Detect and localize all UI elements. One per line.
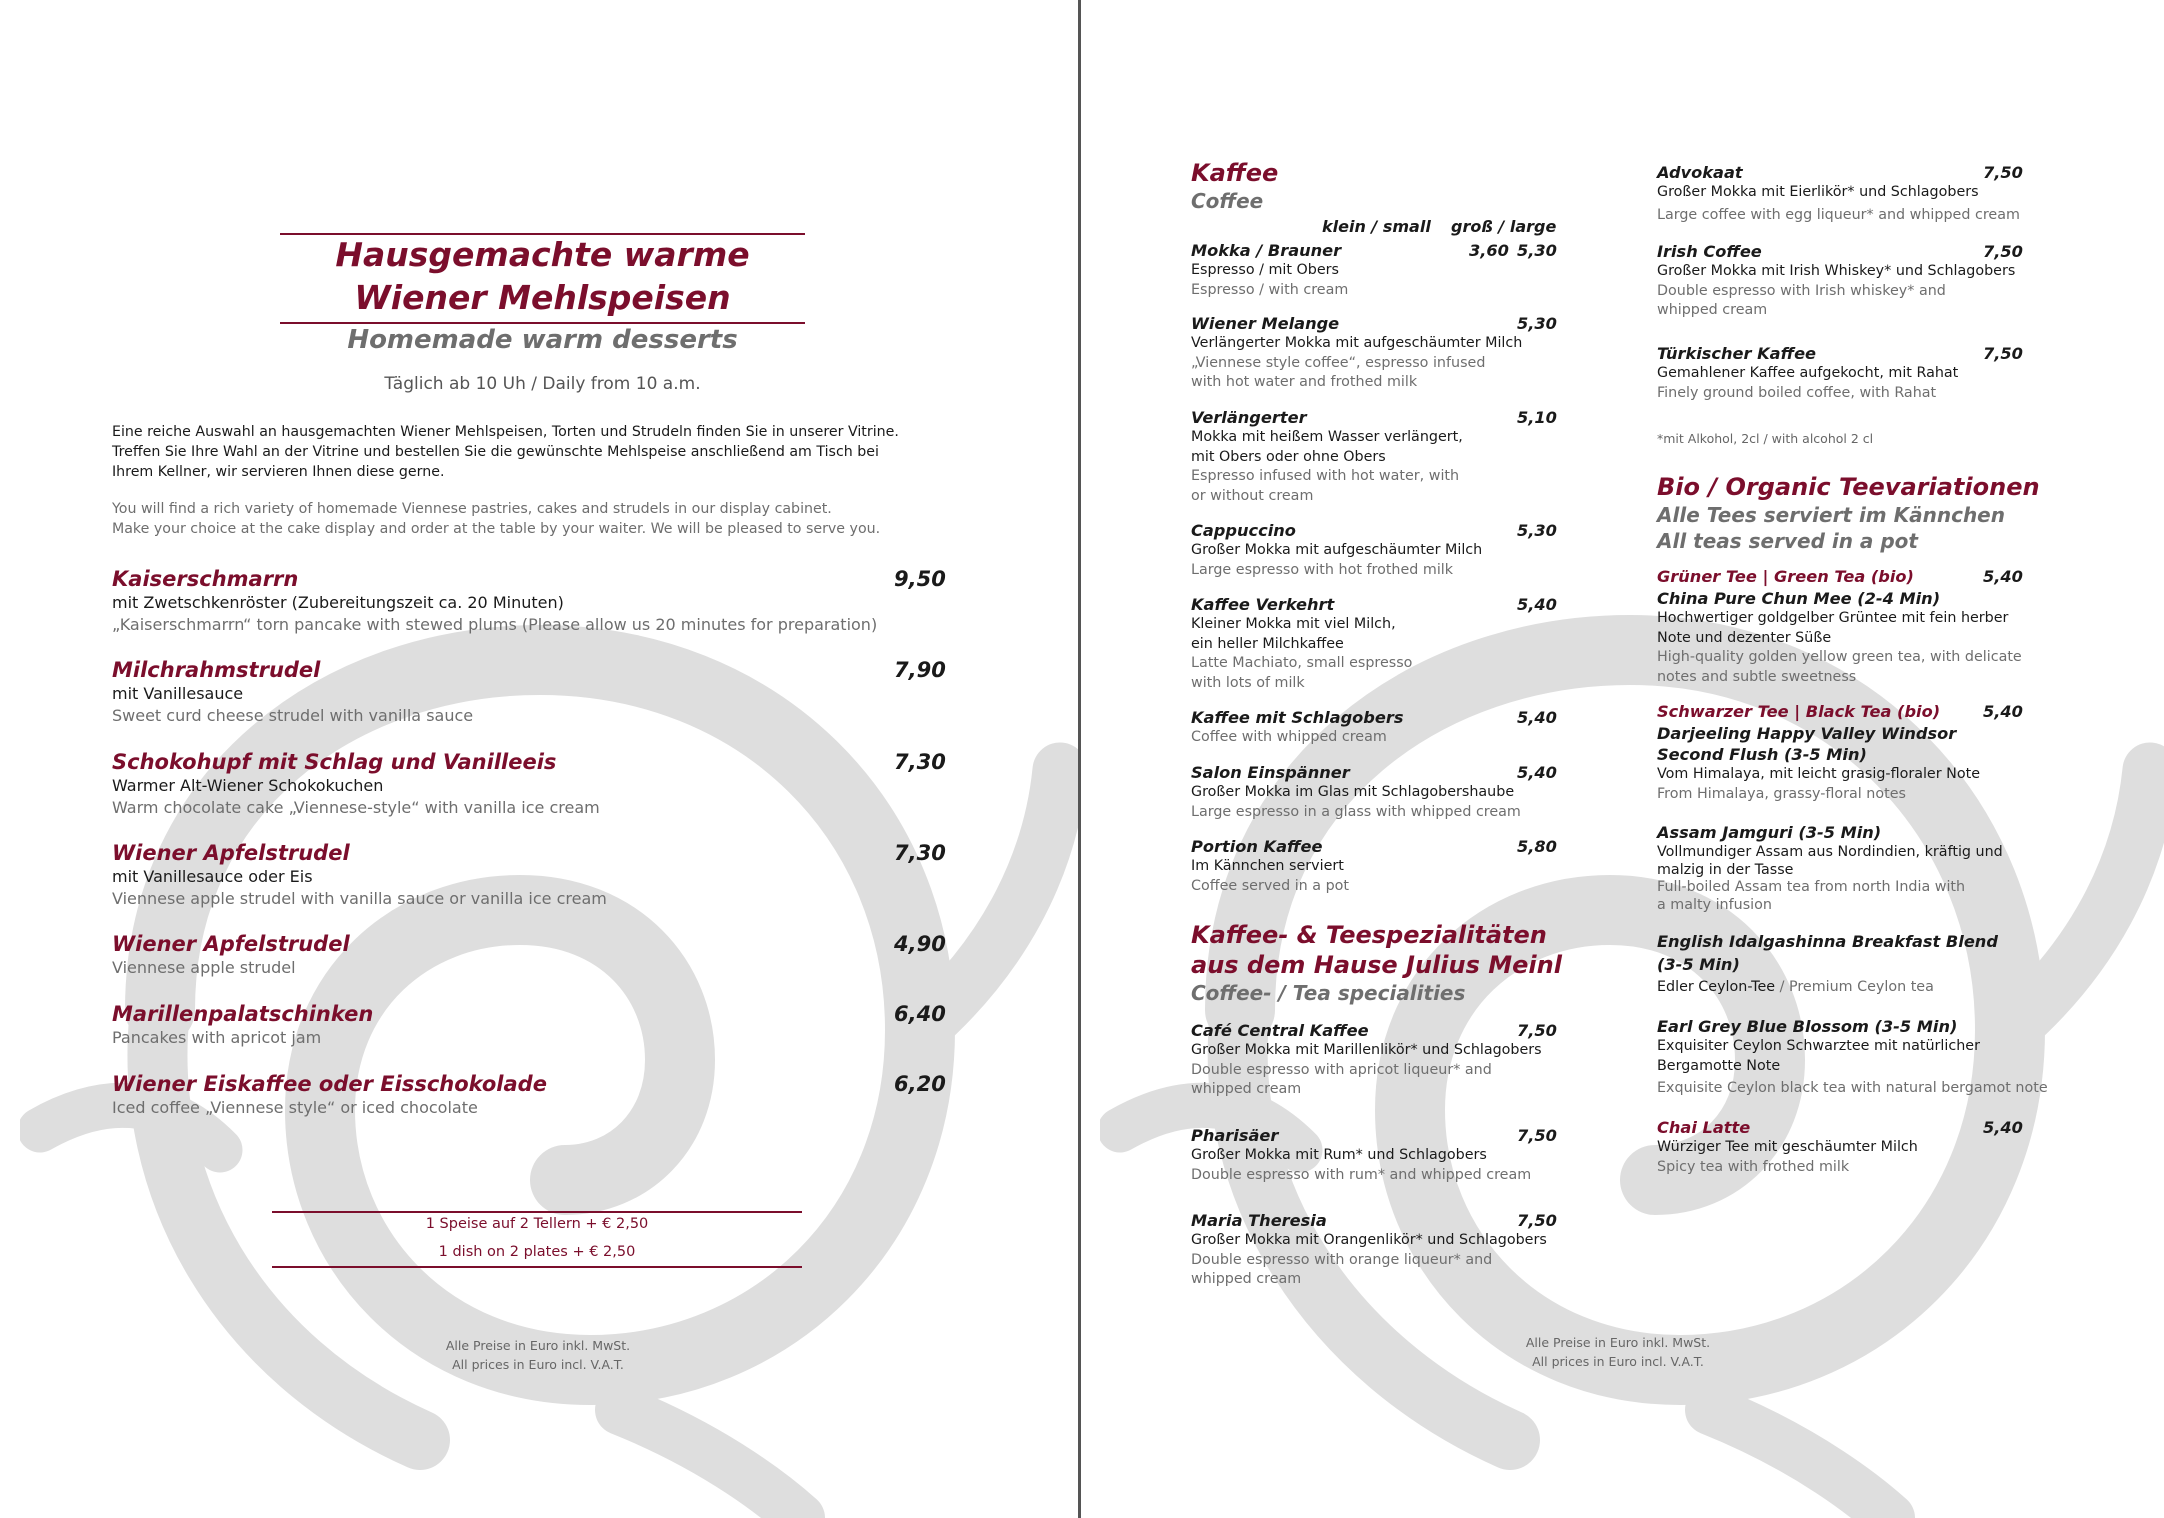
item-desc-en: Large espresso in a glass with whipped cream: [1191, 803, 1521, 820]
item-name: Wiener Melange: [1191, 314, 1340, 333]
dish-name: Marillenpalatschinken: [112, 1002, 374, 1026]
coffee-item: [1191, 594, 1571, 693]
dish-price: 4,90: [894, 932, 946, 956]
item-desc-de: Exquisiter Ceylon Schwarztee mit natürlicher: [1657, 1038, 1980, 1054]
item-desc-en: with lots of milk: [1191, 674, 1305, 691]
item-name: Salon Einspänner: [1191, 763, 1350, 782]
item-desc-de: Großer Mokka mit Irish Whiskey* und Schlagobers: [1657, 263, 2016, 279]
right-menu-page: [1082, 0, 2164, 1518]
item-price: 5,40: [1983, 1118, 2023, 1137]
tea-item-black: [1657, 701, 2077, 804]
menu-item: [112, 749, 946, 819]
menu-item: [112, 1001, 946, 1049]
dish-description-en: Viennese apple strudel with vanilla sauce or vanilla ice cream: [112, 889, 607, 908]
item-desc-en: with hot water and frothed milk: [1191, 374, 1418, 390]
section-title-specialities-line2: aus dem Hause Julius Meinl: [1191, 951, 1562, 979]
footer-de: Alle Preise in Euro inkl. MwSt.: [445, 1338, 631, 1353]
dish-name: Wiener Apfelstrudel: [112, 841, 350, 865]
dish-description-en: Pancakes with apricot jam: [112, 1028, 322, 1047]
item-name: China Pure Chun Mee (2-4 Min): [1657, 589, 1941, 608]
item-price: 5,40: [1983, 567, 2023, 586]
item-desc-de: Mokka mit heißem Wasser verlängert,: [1191, 429, 1463, 445]
tea-item: [1657, 1016, 2077, 1099]
plates-note-de: 1 Speise auf 2 Tellern + € 2,50: [425, 1216, 649, 1232]
item-desc-en: Latte Machiato, small espresso: [1191, 655, 1413, 671]
left-menu-page: [0, 0, 1078, 1518]
item-name: English Idalgashinna Breakfast Blend: [1657, 932, 1998, 951]
item-name: Mokka / Brauner: [1191, 241, 1342, 260]
item-price: 5,80: [1517, 837, 1557, 856]
item-price: 7,50: [1517, 1021, 1557, 1040]
item-desc-en: Double espresso with orange liqueur* and: [1191, 1251, 1493, 1268]
menu-item: [112, 1071, 946, 1119]
item-desc-en: „Viennese style coffee“, espresso infused: [1191, 354, 1486, 371]
coffee-item: [1191, 240, 1571, 300]
page-divider: [1078, 0, 1081, 1518]
item-name: Irish Coffee: [1657, 242, 1762, 261]
item-name: Cappuccino: [1191, 521, 1296, 540]
item-desc-en: Large coffee with egg liqueur* and whipped cream: [1657, 206, 2020, 223]
menu-item: [112, 931, 946, 979]
item-price: 5,30: [1517, 314, 1557, 333]
section-subtitle-specialities: Coffee- / Tea specialities: [1191, 981, 1466, 1005]
dish-price: 7,90: [894, 658, 946, 682]
footer-en: All prices in Euro incl. V.A.T.: [1532, 1354, 1704, 1369]
dish-description-en: Warm chocolate cake „Viennese-style“ with vanilla ice cream: [112, 798, 600, 817]
item-desc-en: Espresso infused with hot water, with: [1191, 468, 1460, 484]
page-title-line2: Wiener Mehlspeisen: [354, 278, 731, 317]
tea-subtitle-de: Alle Tees serviert im Kännchen: [1657, 503, 2005, 527]
item-desc-en: whipped cream: [1191, 1271, 1302, 1287]
item-price: 7,50: [1983, 344, 2023, 363]
plates-rule-bottom: [272, 1266, 802, 1268]
item-desc-de: Verlängerter Mokka mit aufgeschäumter Milch: [1191, 335, 1523, 351]
dish-description-de: Warmer Alt-Wiener Schokokuchen: [112, 776, 384, 795]
speciality-item: [1657, 162, 2057, 225]
coffee-item: [1191, 313, 1571, 393]
item-desc-en: Espresso / with cream: [1191, 281, 1349, 298]
item-desc-en: Coffee with whipped cream: [1191, 729, 1387, 745]
item-desc-en: Double espresso with Irish whiskey* and: [1657, 282, 1946, 299]
dish-description-de: mit Zwetschkenröster (Zubereitungszeit ca. 20 Minuten): [112, 593, 564, 612]
menu-item: [112, 840, 946, 910]
item-price: 5,40: [1517, 595, 1557, 614]
speciality-item: [1191, 1125, 1571, 1185]
item-desc-en: Spicy tea with frothed milk: [1657, 1158, 1850, 1175]
dish-description-en: „Kaiserschmarrn“ torn pancake with stewed plums (Please allow us 20 minutes for preparation): [112, 615, 878, 634]
dish-price: 9,50: [894, 567, 946, 591]
dish-description-en: Sweet curd cheese strudel with vanilla sauce: [112, 706, 474, 725]
item-name: Maria Theresia: [1191, 1211, 1327, 1230]
footer-de: Alle Preise in Euro inkl. MwSt.: [1525, 1335, 1711, 1350]
item-desc-en: whipped cream: [1191, 1081, 1302, 1097]
dish-name: Wiener Eiskaffee oder Eisschokolade: [112, 1072, 547, 1096]
item-price: 5,40: [1983, 702, 2023, 721]
item-price: 5,30: [1517, 521, 1557, 540]
item-desc-en: notes and subtle sweetness: [1657, 668, 1857, 685]
tea-item-green: [1657, 566, 2077, 687]
item-name: Café Central Kaffee: [1191, 1021, 1369, 1040]
dish-description-de: mit Vanillesauce: [112, 684, 244, 703]
page-subtitle: Homemade warm desserts: [347, 325, 738, 355]
item-desc-de: Großer Mokka mit Orangenlikör* und Schlagobers: [1191, 1232, 1547, 1248]
item-desc-de: Gemahlener Kaffee aufgekocht, mit Rahat: [1657, 365, 1959, 381]
item-desc-de: Großer Mokka mit Marillenlikör* und Schlagobers: [1191, 1042, 1542, 1058]
dish-price: 6,20: [894, 1072, 946, 1096]
item-desc-de: Hochwertiger goldgelber Grüntee mit fein herber: [1657, 610, 2009, 626]
item-desc-de: Vom Himalaya, mit leicht grasig-floraler Note: [1657, 766, 1980, 782]
item-desc-de: Großer Mokka mit Rum* und Schlagobers: [1191, 1147, 1487, 1163]
intro-en-line: Make your choice at the cake display and order at the table by your waiter. We will be pleased to serve you.: [112, 521, 881, 537]
item-desc-de: Espresso / mit Obers: [1191, 262, 1339, 278]
page-title-line1: Hausgemachte warme: [335, 235, 750, 274]
item-desc-en: Double espresso with apricot liqueur* and: [1191, 1061, 1492, 1078]
footer-en: All prices in Euro incl. V.A.T.: [452, 1357, 624, 1372]
title-rule-bottom: [280, 322, 805, 324]
plates-note-en: 1 dish on 2 plates + € 2,50: [438, 1244, 636, 1260]
item-desc: [1657, 978, 2077, 998]
tea-category: Schwarzer Tee | Black Tea (bio): [1657, 702, 1941, 721]
size-large-header: groß / large: [1451, 217, 1557, 236]
item-desc-de: Würziger Tee mit geschäumter Milch: [1657, 1139, 1918, 1155]
item-desc-en: Large espresso with hot frothed milk: [1191, 561, 1454, 578]
menu-item: [112, 657, 946, 727]
item-desc-de: Großer Mokka im Glas mit Schlagobershaube: [1191, 784, 1515, 800]
dish-description-en: Iced coffee „Viennese style“ or iced chocolate: [112, 1098, 478, 1117]
price-footer: [1418, 1333, 1818, 1371]
dish-name: Wiener Apfelstrudel: [112, 932, 350, 956]
section-title-kaffee: Kaffee: [1191, 159, 1279, 187]
speciality-item: [1191, 1210, 1571, 1290]
item-name: (3-5 Min): [1657, 955, 1740, 974]
coffee-item: [1191, 762, 1571, 822]
intro-en-line: You will find a rich variety of homemade Viennese pastries, cakes and strudels in our display cabinet.: [112, 501, 832, 517]
dish-price: 7,30: [894, 750, 946, 774]
item-name: Verlängerter: [1191, 408, 1307, 427]
item-price-small: 3,60: [1469, 241, 1509, 260]
item-desc-de: Kleiner Mokka mit viel Milch,: [1191, 616, 1396, 632]
speciality-item: [1191, 1020, 1571, 1100]
item-name: Kaffee mit Schlagobers: [1191, 708, 1404, 727]
item-desc-en: Full-boiled Assam tea from north India with: [1657, 879, 1966, 895]
item-desc-de: Note und dezenter Süße: [1657, 629, 1832, 646]
item-name: Assam Jamguri (3-5 Min): [1657, 823, 1882, 842]
item-name: Kaffee Verkehrt: [1191, 595, 1335, 614]
item-desc-en: or without cream: [1191, 487, 1314, 504]
speciality-item: [1657, 241, 2057, 321]
item-price: 5,40: [1517, 708, 1557, 727]
item-name: Earl Grey Blue Blossom (3-5 Min): [1657, 1017, 1958, 1036]
tea-item: [1657, 822, 2077, 915]
item-desc-en: From Himalaya, grassy-floral notes: [1657, 785, 1906, 802]
item-desc-en: Exquisite Ceylon black tea with natural bergamot note: [1657, 1080, 2048, 1096]
item-desc-de: Bergamotte Note: [1657, 1057, 1781, 1074]
intro-english: [112, 499, 902, 539]
item-price: 7,50: [1983, 242, 2023, 261]
intro-german: [112, 422, 902, 482]
menu-item: [112, 566, 946, 636]
tea-item: [1657, 931, 2077, 998]
item-price: 7,50: [1983, 163, 2023, 182]
item-name: Second Flush (3-5 Min): [1657, 745, 1867, 764]
item-price: 5,40: [1517, 763, 1557, 782]
section-title-tea: Bio / Organic Teevariationen: [1657, 473, 2040, 501]
size-small-header: klein / small: [1322, 217, 1431, 236]
item-desc-de: Vollmundiger Assam aus Nordindien, kräftig und: [1657, 844, 2003, 860]
item-price: 7,50: [1517, 1126, 1557, 1145]
dish-name: Schokohupf mit Schlag und Vanilleeis: [112, 750, 557, 774]
item-desc-de: malzig in der Tasse: [1657, 861, 1794, 878]
item-desc-de: mit Obers oder ohne Obers: [1191, 448, 1386, 465]
dish-price: 7,30: [894, 841, 946, 865]
dish-description-en: Viennese apple strudel: [112, 958, 296, 977]
coffee-item: [1191, 836, 1571, 896]
item-name: Advokaat: [1657, 163, 1743, 182]
opening-hours: Täglich ab 10 Uh / Daily from 10 a.m.: [384, 374, 701, 394]
intro-de-line: Ihrem Kellner, wir servieren Ihnen diese gerne.: [112, 464, 445, 480]
tea-item-chai: [1657, 1117, 2077, 1177]
speciality-item: [1657, 343, 2057, 403]
item-desc-de: Großer Mokka mit aufgeschäumter Milch: [1191, 542, 1483, 558]
item-desc-de: Großer Mokka mit Eierlikör* und Schlagobers: [1657, 184, 1979, 200]
item-name: Türkischer Kaffee: [1657, 344, 1817, 363]
item-desc-en: a malty infusion: [1657, 896, 1772, 913]
item-desc-en: whipped cream: [1657, 302, 1768, 318]
item-desc-en: Coffee served in a pot: [1191, 877, 1350, 894]
item-price: 7,50: [1517, 1211, 1557, 1230]
item-price: 5,30: [1517, 241, 1557, 260]
intro-de-line: Treffen Sie Ihre Wahl an der Vitrine und bestellen Sie die gewünschte Mehlspeise anschließend am Tisch bei: [112, 444, 879, 460]
tea-category: Chai Latte: [1657, 1118, 1751, 1137]
item-desc-en: Finely ground boiled coffee, with Rahat: [1657, 384, 1937, 401]
intro-de-line: Eine reiche Auswahl an hausgemachten Wiener Mehlspeisen, Torten und Strudeln finden Sie in unserer Vitrine.: [112, 424, 899, 440]
item-price: 5,10: [1517, 408, 1557, 427]
coffee-item: [1191, 407, 1571, 506]
dish-price: 6,40: [894, 1002, 946, 1026]
item-name: Portion Kaffee: [1191, 837, 1323, 856]
dish-description-de: mit Vanillesauce oder Eis: [112, 867, 313, 886]
coffee-item: [1191, 707, 1571, 748]
item-desc-de: Im Kännchen serviert: [1191, 858, 1344, 874]
item-name: Pharisäer: [1191, 1126, 1279, 1145]
section-title-specialities-line1: Kaffee- & Teespezialitäten: [1191, 921, 1547, 949]
alcohol-note: *mit Alkohol, 2cl / with alcohol 2 cl: [1657, 431, 1874, 446]
item-desc-en: Double espresso with rum* and whipped cream: [1191, 1166, 1532, 1183]
section-subtitle-coffee: Coffee: [1191, 189, 1264, 213]
item-desc-en: / Premium Ceylon tea: [1775, 979, 1934, 995]
item-desc-de: ein heller Milchkaffee: [1191, 635, 1344, 652]
item-name: Darjeeling Happy Valley Windsor: [1657, 724, 1957, 743]
tea-subtitle-en: All teas served in a pot: [1657, 529, 1918, 553]
item-desc-en: High-quality golden yellow green tea, with delicate: [1657, 649, 2022, 665]
dish-name: Milchrahmstrudel: [112, 658, 321, 682]
price-footer: [338, 1336, 738, 1374]
item-desc-de: Edler Ceylon-Tee: [1657, 979, 1776, 995]
tea-category: Grüner Tee | Green Tea (bio): [1657, 567, 1914, 586]
dish-name: Kaiserschmarrn: [112, 567, 299, 591]
coffee-item: [1191, 520, 1571, 580]
